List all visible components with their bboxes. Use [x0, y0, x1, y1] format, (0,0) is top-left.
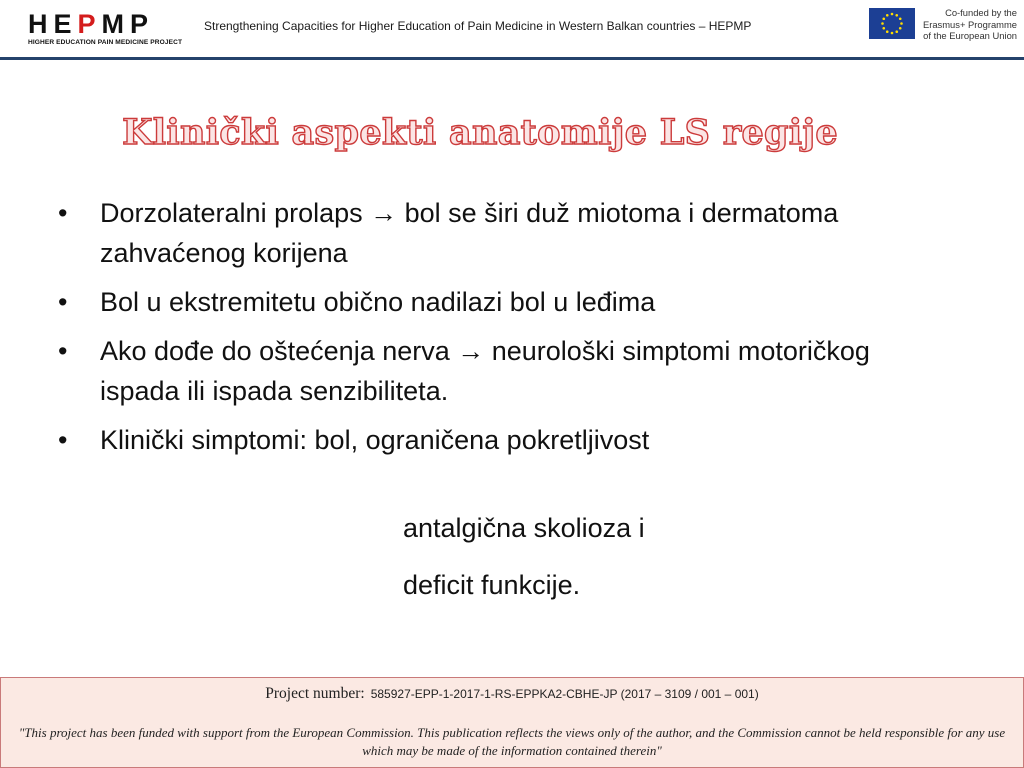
eu-star [891, 13, 894, 16]
eu-star [899, 17, 902, 20]
eu-star [895, 14, 898, 17]
bullet-dot: • [58, 336, 68, 366]
eu-star [899, 27, 902, 30]
eu-star [895, 30, 898, 33]
header-divider [0, 57, 1024, 60]
footer-box [0, 677, 1024, 768]
continuation-line: antalgična skolioza i [403, 513, 645, 543]
bullet-dot: • [58, 287, 68, 317]
header-tagline: Strengthening Capacities for Higher Education of Pain Medicine in Western Balkan countries – HEPMP [204, 19, 752, 33]
eu-star [900, 22, 903, 25]
bullet-item: • Dorzolateralni prolaps → bol se širi duž miotoma i dermatoma zahvaćenog korijena [58, 193, 908, 273]
bullet-dot: • [58, 425, 68, 455]
bullet-item: • Bol u ekstremitetu obično nadilazi bol u leđima [58, 282, 908, 322]
project-number-line [1, 685, 1023, 703]
logo-subtitle: HIGHER EDUCATION PAIN MEDICINE PROJECT [28, 39, 183, 46]
eu-star [886, 14, 889, 17]
eu-flag-icon [869, 8, 915, 39]
bullet-list [58, 193, 908, 469]
project-number: 585927-EPP-1-2017-1-RS-EPPKA2-CBHE-JP (2017 – 3109 / 001 – 001) [370, 687, 759, 701]
continuation-line: deficit funkcije. [403, 570, 581, 600]
project-label: Project number: [265, 685, 365, 702]
slide-title: Klinički aspekti anatomije LS regije [122, 112, 838, 153]
eu-star [882, 17, 885, 20]
funding-disclaimer: "This project has been funded with support from the European Commission. This publication reflects the views only of the author, and the Commission cannot be held responsible for any use which may be made of the information contained therein" [18, 725, 1006, 758]
header-bar [0, 0, 1024, 58]
eu-star [881, 22, 884, 25]
erasmus-label: Co-funded by the Erasmus+ Programme of the European Union [922, 7, 1017, 42]
bullet-item: • Klinički simptomi: bol, ograničena pokretljivost [58, 420, 908, 460]
bullet-item: • Ako dođe do oštećenja nerva → neurološki simptomi motoričkog ispada ili ispada senzibiliteta. [58, 331, 908, 411]
logo-wordmark: HEPMP [28, 9, 155, 39]
bullet-dot: • [58, 198, 68, 228]
eu-star [891, 32, 894, 35]
eu-star [886, 30, 889, 33]
hepmp-logo [28, 10, 188, 50]
eu-star [882, 27, 885, 30]
